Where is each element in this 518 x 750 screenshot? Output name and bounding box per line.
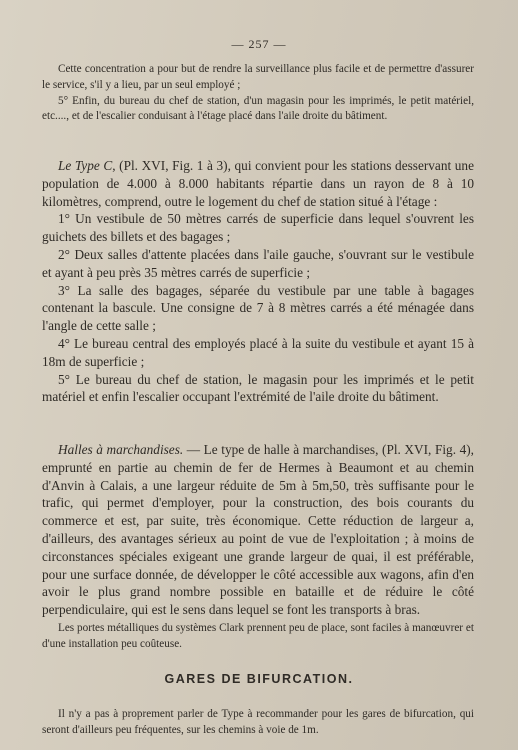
paragraph: 5° Enfin, du bureau du chef de station, d'un magasin pour les imprimés, le petit matériel, etc...., et de l'escalier conduisant à l'étage placé dans l'aile droite du bâtiment. [42, 94, 474, 123]
page-number: — 257 — [231, 37, 287, 51]
type-c-text: , (Pl. XVI, Fig. 1 à 3), qui convient pour les stations desservant une population de 4.000 à 8.000 habitants répartie dans un rayon de 8 à 10 kilomètres, comprend, outre le logement du chef de station situé à l'étage : [42, 158, 474, 209]
paragraph-halles [42, 441, 474, 619]
list-item: 2° Deux salles d'attente placées dans l'aile gauche, s'ouvrant sur le vestibule et ayant à peu près 35 mètres carrés de superficie ; [42, 246, 474, 280]
list-item: 1° Un vestibule de 50 mètres carrés de superficie dans lequel s'ouvrent les guichets des billets et des bagages ; [42, 211, 474, 245]
paragraph-type-c [42, 157, 474, 210]
type-c-label: Le Type C [58, 158, 113, 173]
section-bifurcation [42, 707, 474, 739]
section-type-c [42, 157, 474, 406]
section-heading: GARES DE BIFURCATION. [164, 672, 354, 686]
paragraph-concentration [42, 62, 474, 125]
list-item: 3° La salle des bagages, séparée du vestibule par une table à bagages contenant la bascule. Une consigne de 7 à 8 mètres carrés a été ménagée dans l'angle de cette salle ; [42, 282, 474, 334]
paragraph-bifurcation: Il n'y a pas à proprement parler de Type à recommander pour les gares de bifurcation, qui seront d'ailleurs peu fréquentes, sur les chemins à voie de 1m. [42, 708, 474, 736]
list-item: 4° Le bureau central des employés placé à la suite du vestibule et ayant 15 à 18m de superficie ; [42, 335, 474, 369]
paragraph: Cette concentration a pour but de rendre la surveillance plus facile et de permettre d'assurer le service, s'il y a lieu, par un seul employé ; [42, 63, 474, 91]
list-item: 5° Le bureau du chef de station, le magasin pour les imprimés et le petit matériel et enfin l'escalier occupant l'extrémité de l'aile droite du bâtiment. [42, 371, 474, 405]
halles-label: Halles à marchandises. [58, 442, 184, 457]
paragraph-portes: Les portes métalliques du systèmes Clark prennent peu de place, sont faciles à manœuvrer et d'une installation peu coûteuse. [42, 621, 474, 650]
section-halles [42, 441, 474, 653]
halles-text: — Le type de halle à marchandises, (Pl. XVI, Fig. 4), emprunté en partie au chemin de fer de Hermes à Beaumont et au chemin d'Anvin à Calais, a une largeur réduite de 5m à 5m,50, très suffisante pour le trafic, qui permet d'employer, pour la construction, des bois courants du commerce et est, par suite, très économique. Cette réduction de largeur a, d'ailleurs, des avantages sérieux au point de vue de l'exploitation ; à moins de circonstances spéciales exigeant une grande largeur de quai, il est préférable, pour une surface donnée, de développer le côté accessible aux wagons, afin d'en avoir le plus grand nombre possible en bataille et de réduire le côté perpendiculaire, qui est le sens dans lequel se font les transports à bras. [42, 442, 474, 618]
